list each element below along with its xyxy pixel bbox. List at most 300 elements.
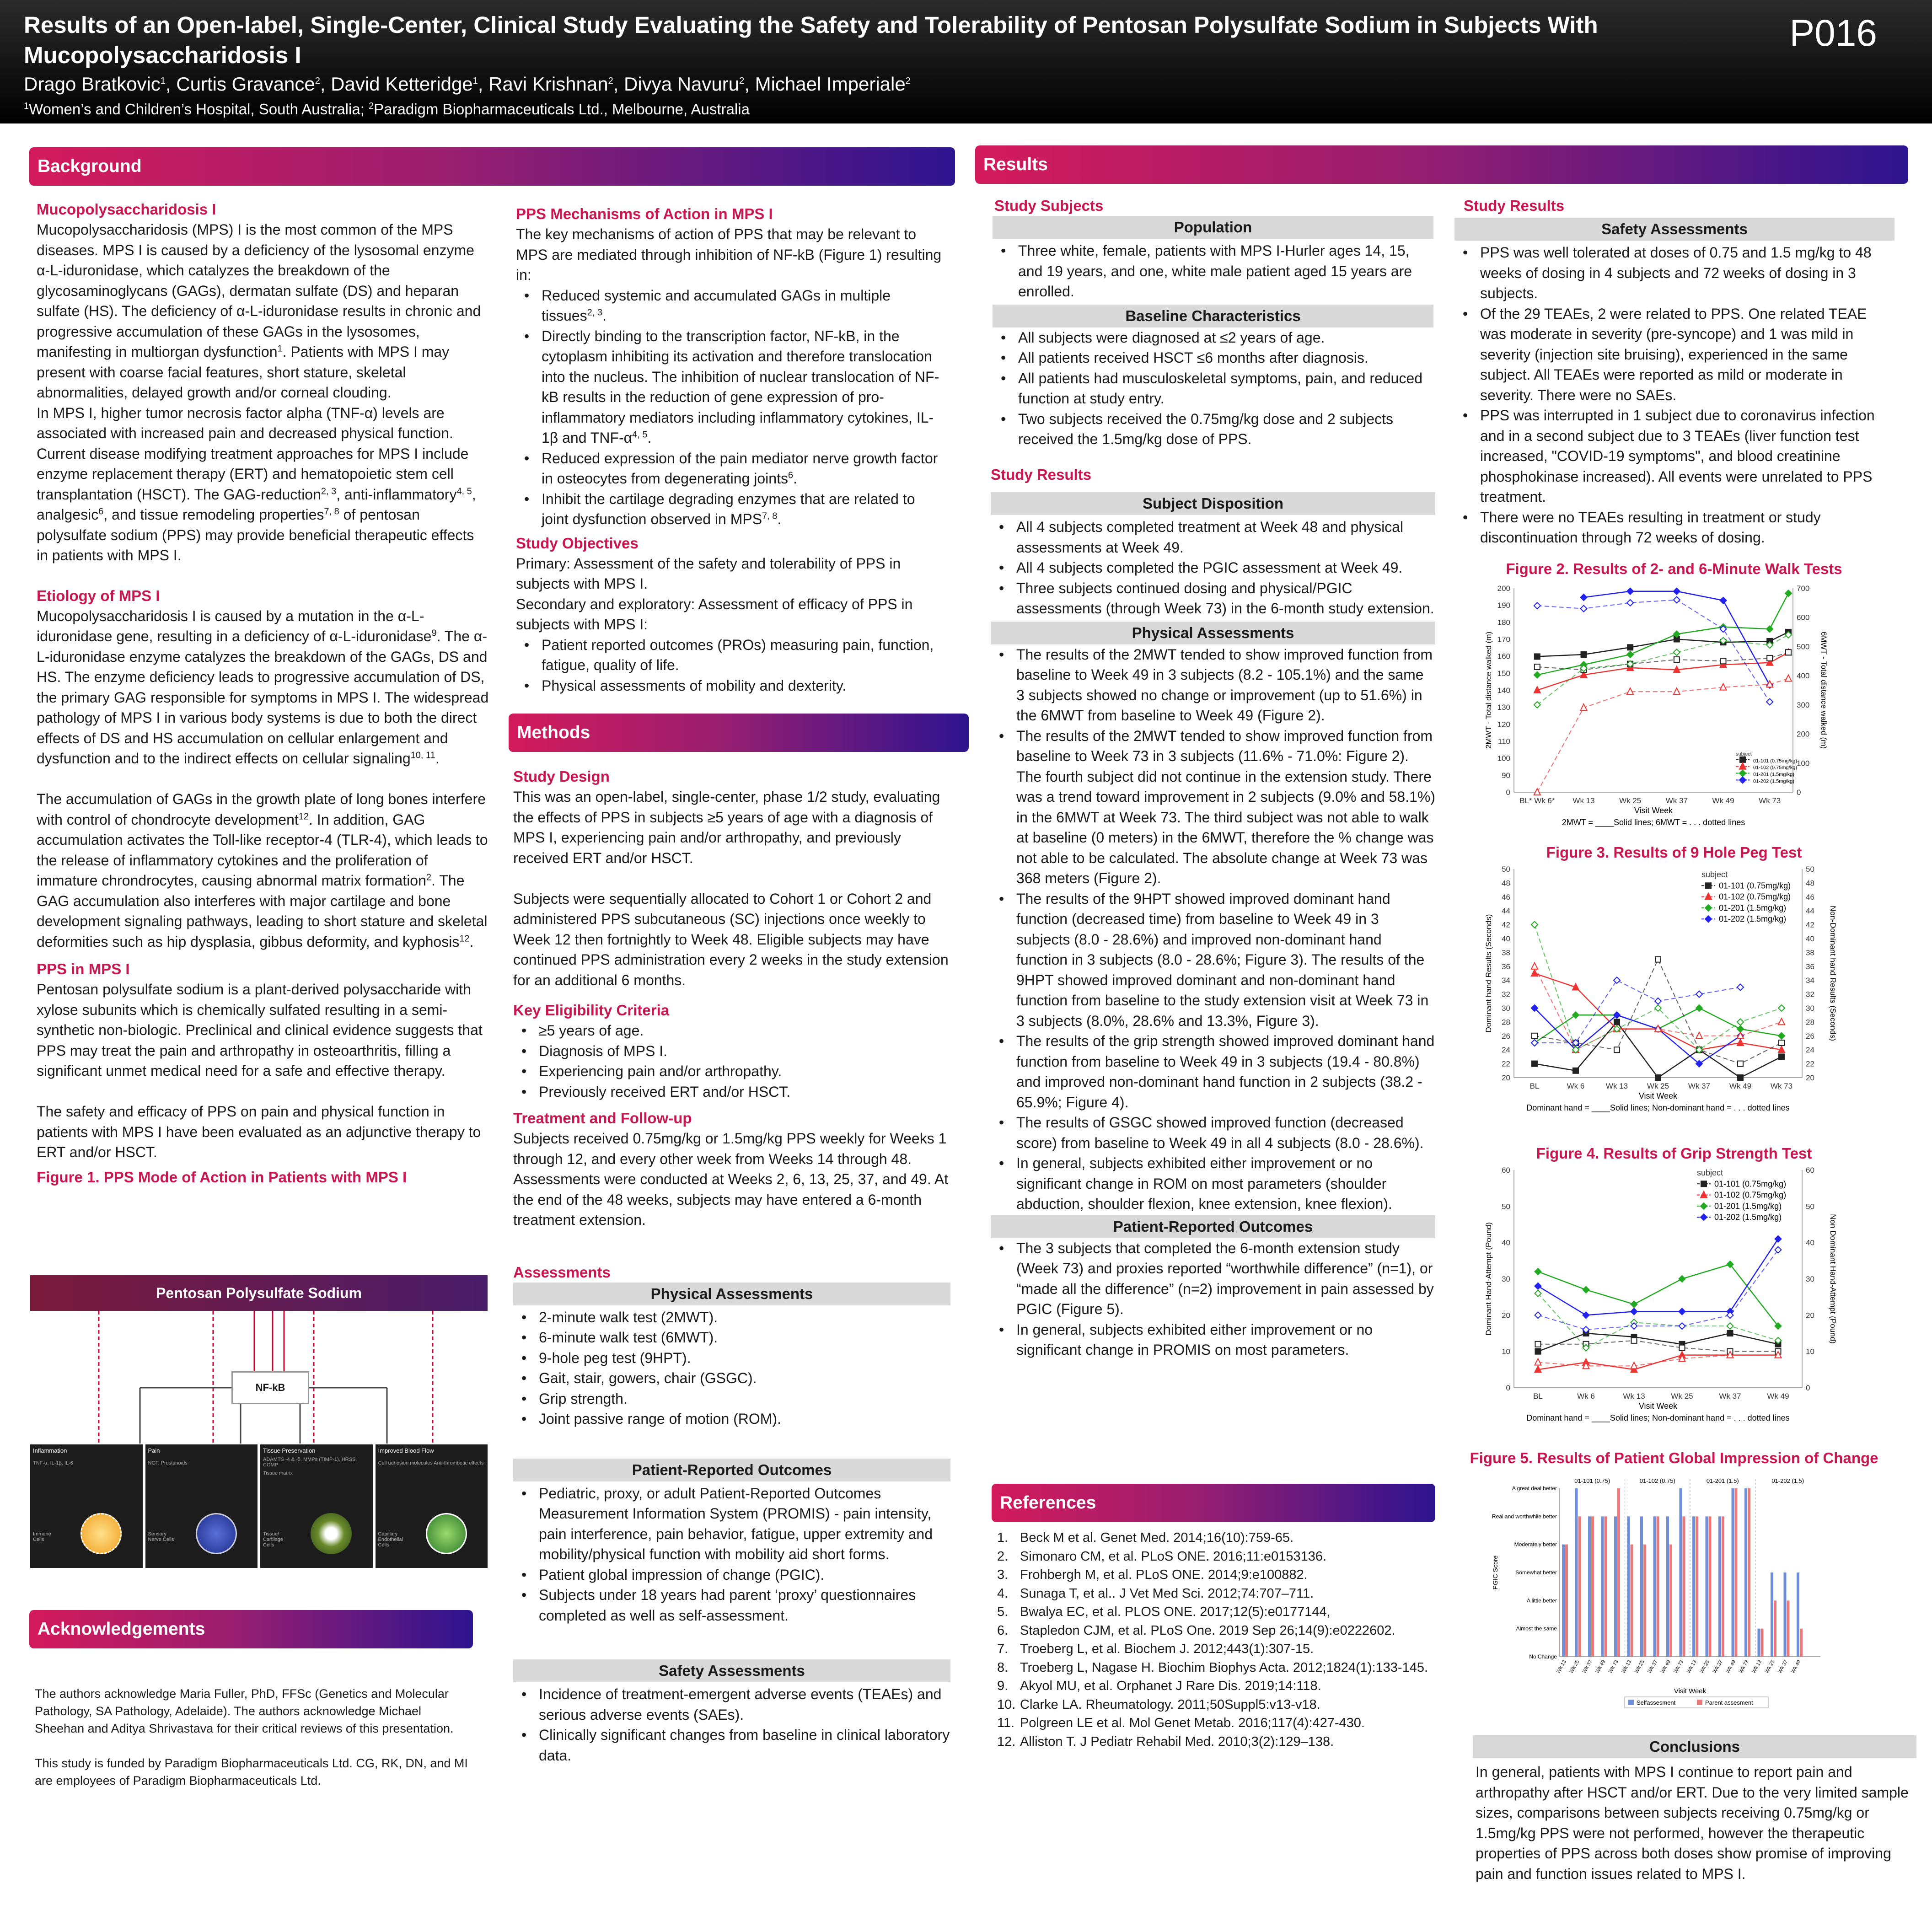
list-item: • 9-hole peg test (9HPT). [513, 1348, 950, 1368]
group-label: 01-202 (1.5) [1771, 1477, 1804, 1484]
y2-tick-label: 300 [1797, 700, 1810, 709]
mps-title: Mucopolysaccharidosis I [37, 201, 216, 218]
reference-item: 2. Simonaro CM, et al. PLoS ONE. 2016;11:e0153136. [997, 1549, 1327, 1564]
list-item: • Of the 29 TEAEs, 2 were related to PPS. One related TEAE was moderate in severity (pre-syncope) and 1 was mild in severity (injection site bruising), experienced in the same subject. All TEAEs were reported as mild or moderate in severity. There were no SAEs. [1454, 304, 1894, 406]
data-point [1720, 597, 1727, 604]
figure1-box-blood: Improved Blood Flow Cell adhesion molecules Anti-thrombotic effects Capillary Endothelial Cells [376, 1444, 488, 1568]
bar-Parent-assesment [1631, 1545, 1633, 1657]
y-tick-label: 140 [1497, 686, 1510, 695]
bar-Selfassesment [1784, 1572, 1787, 1657]
mps-text: Mucopolysaccharidosis (MPS) I is the most common of the MPS diseases. MPS I is caused by a deficiency of the lysosomal enzyme α-L-iduronidase, which catalyzes the breakdown of the glycosaminoglycans (GAGs), dermatan sulfate (DS) and heparan sulfate (HS). The deficiency of α-L-iduronidase results in chronic and progressive accumulation of these GAGs in the lysosomes, manifesting in multiorgan dysfunction$^1$. Patients with MPS I may present with coarse facial features, short stature, skeletal abnormalities, delayed growth and/or corneal clouding. In MPS I, higher tumor necrosis factor alpha (TNF-α) levels are associated with increased pain and decreased physical function. Current disease modifying treatment approaches for MPS I include enzyme replacement therapy (ERT) and hematopoietic stem cell transplantation (HSCT). The GAG-reduction$^{2, 3}$, anti-inflammatory$^{4, 5}$, analgesic$^6$, and tissue remodeling properties$^{7, 8}$ of pentosan polysulfate sodium (PPS) may provide beneficial therapeutic effects in patients with MPS I. [37, 221, 481, 564]
x-tick-label: Wk 37 [1712, 1659, 1724, 1674]
y-tick-label: 30 [1502, 1275, 1510, 1283]
y2-tick-label: 38 [1806, 948, 1814, 957]
list-item: • PPS was well tolerated at doses of 0.75 and 1.5 mg/kg to 48 weeks of dosing in 4 subjects and 72 weeks of dosing in 3 subjects. [1454, 242, 1894, 304]
data-point [1767, 655, 1772, 661]
figure2-title: Figure 2. Results of 2- and 6-Minute Walk Tests [1506, 560, 1842, 577]
list-item: • Previously received ERT and/or HSCT. [513, 1082, 950, 1102]
treatment-title: Treatment and Follow-up [513, 1110, 692, 1127]
legend-entry: 01-102 (0.75mg/kg) [1714, 1190, 1787, 1200]
bar-Parent-assesment [1643, 1545, 1646, 1657]
legend-entry: 01-102 (0.75mg/kg) [1719, 892, 1791, 902]
data-point [1720, 684, 1727, 690]
data-point [1655, 1075, 1661, 1080]
legend-title: subject [1736, 751, 1752, 757]
disposition-list [991, 517, 1435, 619]
y2-tick-label: 20 [1806, 1311, 1814, 1320]
data-point [1631, 1301, 1637, 1308]
mechanisms-title: PPS Mechanisms of Action in MPS I [516, 205, 773, 222]
data-point [1775, 1247, 1782, 1253]
series-line-01-101-ND [1538, 1341, 1778, 1352]
bar-Parent-assesment [1565, 1545, 1568, 1657]
data-point [1728, 1331, 1733, 1336]
list-item: • Reduced expression of the pain mediator nerve growth factor in osteocytes from degenerating joints$^6$. [516, 448, 946, 489]
legend-marker [1739, 777, 1746, 783]
x-tick-label: Wk 13 [1621, 1659, 1633, 1674]
y-tick-label: 40 [1502, 1238, 1510, 1247]
list-item: • Directly binding to the transcription factor, NF-kB, in the cytoplasm inhibiting its activation and therefore translocation into the nucleus. The inhibition of nuclear translocation of NF-kB results in the reduction of gene expression of pro-inflammatory mediators including inflammatory cytokines, IL-1β and TNF-$\alpha^{4, 5}$. [516, 326, 946, 448]
figure1-boxes [30, 1444, 488, 1568]
acknowledgements-header: Acknowledgements [29, 1610, 473, 1648]
x-tick-label: Wk 37 [1777, 1659, 1789, 1674]
x-tick-label: Wk 25 [1633, 1659, 1646, 1674]
y-tick-label: 38 [1502, 948, 1510, 957]
list-item: • Subjects under 18 years had parent ‘proxy’ questionnaires completed as well as self-assessment. [513, 1585, 950, 1626]
y-tick-label: 42 [1502, 920, 1510, 929]
bar-Parent-assesment [1709, 1516, 1712, 1657]
x-tick-label: BL* Wk 6* [1519, 796, 1555, 805]
data-point [1581, 606, 1587, 612]
data-point [1583, 1312, 1589, 1318]
bar-Parent-assesment [1774, 1600, 1776, 1657]
x-tick-label: Wk 13 [1572, 796, 1595, 805]
data-point [1531, 922, 1538, 928]
endothelial-cell-icon [426, 1513, 467, 1554]
y2-tick-label: 700 [1797, 584, 1810, 593]
bar-Parent-assesment [1683, 1516, 1685, 1657]
y2-tick-label: 0 [1806, 1384, 1810, 1392]
chart-footnote: Dominant hand = ____Solid lines; Non-dominant hand = . . . dotted lines [1526, 1103, 1790, 1112]
list-item: • Pediatric, proxy, or adult Patient-Reported Outcomes Measurement Information System (PROMIS) - pain intensity, pain interference, pain behavior, fatigue, upper extremity and mobility/physical function with mobility aid short forms. [513, 1483, 950, 1565]
bar-Selfassesment [1797, 1572, 1799, 1657]
x-tick-label: Wk 37 [1688, 1082, 1711, 1090]
author-list: Drago Bratkovic$^1$, Curtis Gravance$^2$, David Ketteridge$^1$, Ravi Krishnan$^2$, Divya Navuru$^2$, Michael Imperiale$^2$ [24, 73, 911, 95]
data-point [1627, 600, 1633, 606]
y2-axis-label: Non Dominant Hand-Attempt (Pound) [1829, 1214, 1837, 1344]
physical-results-list [991, 644, 1435, 1214]
reference-item: 5. Bwalya EC, et al. PLOS ONE. 2017;12(5):e0177144, [997, 1605, 1331, 1619]
pro-list [513, 1483, 950, 1626]
series-line-01-201-6MWT [1537, 635, 1788, 705]
conclusions-column [1473, 1735, 1916, 1884]
x-tick-label: Wk 13 [1555, 1659, 1567, 1674]
etiology-title: Etiology of MPS I [37, 587, 160, 604]
data-point [1631, 1338, 1637, 1343]
figure2-chart [1482, 580, 1830, 840]
figure1-title: Figure 1. PPS Mode of Action in Patients with MPS I [37, 1168, 407, 1186]
nerve-cell-icon [196, 1513, 237, 1554]
x-tick-label: Wk 13 [1605, 1082, 1628, 1090]
x-tick-label: Wk 37 [1719, 1392, 1741, 1401]
y-level-label: No Change [1529, 1653, 1557, 1660]
y-tick-label: 48 [1502, 879, 1510, 888]
list-item: • The results of GSGC showed improved function (decreased score) from baseline to Week 49 in all 4 subjects (8.0 - 28.6%). [991, 1112, 1435, 1153]
design-text: This was an open-label, single-center, phase 1/2 study, evaluating the effects of PPS in subjects ≥5 years of age with a diagnosis of MPS I, experiencing pain and/or arthropathy, and previously received ERT and/or HSCT. Subjects were sequentially allocated to Cohort 1 or Cohort 2 and administered PPS subcutaneous (SC) injections once weekly to Week 12 then fortnightly to Week 48. Eligible subjects may have continued PPS administration every 2 weeks in the study extension for an additional 6 months. [513, 789, 949, 988]
data-point [1696, 991, 1702, 998]
bar-Selfassesment [1640, 1516, 1643, 1657]
bar-Parent-assesment [1748, 1488, 1750, 1657]
figure1-diagram [30, 1275, 488, 1568]
series-line-01-202-ND [1535, 980, 1740, 1043]
data-point [1679, 1308, 1685, 1315]
series-line-01-202-ND [1538, 1250, 1778, 1330]
y2-tick-label: 44 [1806, 907, 1814, 916]
list-item: • In general, subjects exhibited either improvement or no significant change in PROMIS on most parameters. [991, 1320, 1435, 1360]
background-header: Background [29, 147, 955, 186]
results-header: Results [975, 145, 1908, 184]
y2-tick-label: 500 [1797, 642, 1810, 651]
y-tick-label: 26 [1502, 1031, 1510, 1041]
bar-Selfassesment [1680, 1488, 1682, 1657]
legend-marker [1739, 763, 1746, 769]
y2-tick-label: 60 [1806, 1166, 1814, 1175]
bar-Parent-assesment [1578, 1516, 1581, 1657]
bar-Selfassesment [1601, 1516, 1604, 1657]
y-tick-label: 40 [1502, 934, 1510, 943]
reference-item: 12. Alliston T. J Pediatr Rehabil Med. 2010;3(2):129–138. [997, 1734, 1334, 1749]
legend-entry: 01-102 (0.75mg/kg) [1753, 765, 1797, 771]
legend-marker [1706, 883, 1711, 888]
legend-swatch [1628, 1700, 1634, 1705]
data-point [1631, 1308, 1637, 1315]
list-item: • Clinically significant changes from baseline in clinical laboratory data. [513, 1725, 950, 1766]
data-point [1531, 970, 1538, 976]
data-point [1535, 1358, 1541, 1365]
bar-Selfassesment [1771, 1572, 1773, 1657]
data-point [1738, 1061, 1743, 1067]
legend-entry: Parent assesment [1705, 1699, 1753, 1706]
y-tick-label: 160 [1497, 652, 1510, 661]
bar-Selfassesment [1758, 1629, 1760, 1657]
data-point [1534, 602, 1540, 609]
data-point [1674, 649, 1680, 655]
y2-tick-label: 200 [1797, 730, 1810, 739]
y-level-label: Moderately better [1514, 1541, 1557, 1548]
bar-Selfassesment [1732, 1488, 1734, 1657]
data-point [1766, 698, 1773, 705]
y2-tick-label: 32 [1806, 990, 1814, 999]
data-point [1531, 963, 1538, 969]
legend-marker [1701, 1181, 1707, 1186]
x-tick-label: Wk 49 [1594, 1659, 1607, 1674]
x-tick-label: BL [1533, 1392, 1543, 1401]
x-axis-label: Visit Week [1638, 1401, 1678, 1411]
reference-item: 11. Polgreen LE et al. Mol Genet Metab. 2016;117(4):427-430. [997, 1716, 1365, 1730]
y2-axis-label: Non-Dominant hand Results (Seconds) [1829, 906, 1837, 1041]
y2-axis-label: 6MWT - Total distance walked (m) [1819, 631, 1828, 749]
series-line-01-201-ND [1538, 1293, 1778, 1348]
data-point [1627, 644, 1633, 650]
y-tick-label: 150 [1497, 669, 1510, 678]
population-list [993, 241, 1433, 302]
figure3-title: Figure 3. Results of 9 Hole Peg Test [1546, 844, 1802, 861]
bar-Parent-assesment [1657, 1516, 1659, 1657]
data-point [1581, 652, 1587, 657]
data-point [1738, 1075, 1743, 1080]
figure5-title: Figure 5. Results of Patient Global Impression of Change [1470, 1449, 1878, 1466]
list-item: • All patients had musculoskeletal symptoms, pain, and reduced function at study entry. [993, 368, 1433, 409]
legend-marker [1705, 905, 1712, 911]
figure3-chart [1482, 864, 1848, 1127]
study-results-title: Study Results [991, 466, 1092, 483]
x-tick-label: Wk 49 [1767, 1392, 1789, 1401]
objectives-title: Study Objectives [516, 534, 639, 552]
data-point [1785, 590, 1792, 596]
x-tick-label: Wk 6 [1567, 1082, 1585, 1090]
data-point [1721, 658, 1726, 664]
bar-Selfassesment [1614, 1516, 1617, 1657]
eligibility-title: Key Eligibility Criteria [513, 1002, 670, 1019]
data-point [1779, 1040, 1784, 1046]
data-point [1614, 977, 1620, 983]
data-point [1737, 984, 1744, 990]
group-label: 01-101 (0.75) [1574, 1477, 1610, 1484]
y-axis-label: Dominant Hand-Attempt (Pound) [1484, 1222, 1493, 1336]
y2-tick-label: 48 [1806, 879, 1814, 888]
legend-entry: 01-101 (0.75mg/kg) [1753, 758, 1797, 764]
y-tick-label: 0 [1506, 1384, 1510, 1392]
list-item: • Two subjects received the 0.75mg/kg dose and 2 subjects received the 1.5mg/kg dose of PPS. [993, 409, 1433, 450]
methods-column [513, 767, 950, 1766]
bar-Parent-assesment [1591, 1516, 1594, 1657]
y2-tick-label: 10 [1806, 1347, 1814, 1356]
treatment-text: Subjects received 0.75mg/kg or 1.5mg/kg PPS weekly for Weeks 1 through 12, and every other week from Weeks 14 through 48. Assessments were conducted at Weeks 2, 6, 13, 25, 37, and 49. At the end of the 48 weeks, subjects may have entered a 6-month treatment extension. [513, 1130, 949, 1228]
x-tick-label: Wk 25 [1699, 1659, 1711, 1674]
y-tick-label: 90 [1502, 771, 1510, 780]
x-tick-label: Wk 73 [1770, 1082, 1793, 1090]
y2-tick-label: 28 [1806, 1018, 1814, 1027]
figure1-box-pain: Pain NGF, Prostanoids Sensory Nerve Cells [145, 1444, 258, 1568]
series-line-01-202 [1538, 1239, 1778, 1315]
bar-Selfassesment [1744, 1488, 1747, 1657]
disposition-header: Subject Disposition [991, 492, 1435, 515]
list-item: • All subjects were diagnosed at ≤2 years of age. [993, 327, 1433, 348]
series-line-01-101 [1538, 1333, 1778, 1352]
data-point [1534, 672, 1540, 678]
data-point [1786, 649, 1791, 655]
references-header: References [992, 1484, 1435, 1522]
x-tick-label: BL [1530, 1082, 1540, 1090]
list-item: • The results of the grip strength showed improved dominant hand function from baseline to Week 49 in 3 subjects (19.4 - 80.8%) and improved non-dominant hand function in 2 subjects (38.2 - 65.9%; Figure 4). [991, 1031, 1435, 1112]
eligibility-list [513, 1020, 950, 1102]
x-tick-label: Wk 49 [1712, 796, 1734, 805]
background-column [37, 199, 489, 1187]
pro-results-header: Patient-Reported Outcomes [991, 1215, 1435, 1238]
bar-Selfassesment [1666, 1516, 1669, 1657]
x-tick-label: Wk 13 [1751, 1659, 1763, 1674]
legend-marker [1739, 770, 1746, 777]
x-axis-label: Visit Week [1674, 1687, 1707, 1695]
y-tick-label: 50 [1502, 865, 1510, 874]
y2-tick-label: 26 [1806, 1031, 1814, 1041]
y2-tick-label: 36 [1806, 962, 1814, 971]
design-title: Study Design [513, 768, 610, 785]
figure1-box-inflammation: Inflammation TNF-α, IL-1β, IL-6 Immune Cells [30, 1444, 143, 1568]
data-point [1581, 594, 1587, 601]
list-item: • Three white, female, patients with MPS I-Hurler ages 14, 15, and 19 years, and one, white male patient aged 15 years are enrolled. [993, 241, 1433, 302]
list-item: • The results of the 2MWT tended to show improved function from baseline to Week 49 in 3 subjects (8.2 - 105.1%) and the same 3 subjects showed no change or improvement (up to 51.6%) in the 6MWT from baseline to Week 49 (Figure 2). [991, 644, 1435, 726]
legend-marker [1705, 916, 1712, 922]
mechanisms-column [516, 204, 946, 696]
x-axis-label: Visit Week [1638, 1091, 1678, 1100]
affiliations: $^1$Women’s and Children’s Hospital, South Australia; $^2$Paradigm Biopharmaceuticals Ltd., Melbourne, Australia [24, 101, 750, 118]
list-item: • Joint passive range of motion (ROM). [513, 1409, 950, 1429]
list-item: • Reduced systemic and accumulated GAGs in multiple tissues$^{2, 3}$. [516, 285, 946, 326]
data-point [1627, 688, 1633, 694]
etiology-text: Mucopolysaccharidosis I is caused by a mutation in the α-L-iduronidase gene, resulting in a deficiency of α-L-iduronidase$^9$. The α-L-iduronidase enzyme catalyzes the breakdown of the GAGs, DS and HS. The enzyme deficiency leads to progressive accumulation of DS, the primary GAG responsible for symptoms in MPS I. The widespread pathology of MPS I in various body systems is due to both the direct effects of DS and HS accumulation on cellular enlargement and dysfunction and to the indirect effects on cellular signaling$^{10, 11}$. The accumulation of GAGs in the growth plate of long bones interfere with control of chondrocyte development$^{12}$. In addition, GAG accumulation activates the Toll-like receptor-4 (TLR-4), which leads to the release of inflammatory cytokines and the proliferation of immature chrondrocytes, causing abnormal matrix formation$^2$. The GAG accumulation also interferes with major cartilage and bone development signaling pathways, leading to short stature and skeletal deformities such as hip dysplasia, gibbus deformity, and kyphosis$^{12}$. [37, 607, 489, 950]
figure4-title: Figure 4. Results of Grip Strength Test [1536, 1145, 1812, 1162]
pro-header: Patient-Reported Outcomes [513, 1459, 950, 1481]
list-item: • All 4 subjects completed treatment at Week 48 and physical assessments at Week 49. [991, 517, 1435, 558]
reference-item: 6. Stapledon CJM, et al. PLoS One. 2019 Sep 26;14(9):e0222602. [997, 1623, 1395, 1638]
reference-item: 9. Akyol MU, et al. Orphanet J Rare Dis. 2019;14:118. [997, 1679, 1321, 1693]
list-item: • The results of the 9HPT showed improved dominant hand function (decreased time) from baseline to Week 49 in 3 subjects (8.0 - 28.6%) and improved non-dominant hand function in 3 subjects (8.0 - 28.6%; Figure 3). The results of the 9HPT showed improved dominant and non-dominant hand function from baseline to the study extension visit at Week 73 in 3 subjects (8.0%, 28.6% and 13.3%, Figure 3). [991, 889, 1435, 1031]
y-level-label: A great deal better [1512, 1485, 1557, 1492]
x-tick-label: Wk 13 [1623, 1392, 1645, 1401]
data-point [1535, 1268, 1541, 1275]
y-axis-label: Dominant hand Results (Seconds) [1484, 914, 1493, 1033]
acknowledgements-text: The authors acknowledge Maria Fuller, PhD, FFSc (Genetics and Molecular Pathology, SA Pathology, Adelaide). The authors acknowledge Michael Sheehan and Aditya Shrivastava for their critical reviews of this presentation. This study is funded by Paradigm Biopharmaceuticals Ltd. CG, RK, DN, and MI are employees of Paradigm Biopharmaceuticals Ltd. [35, 1687, 468, 1787]
y-tick-label: 120 [1497, 720, 1510, 729]
data-point [1535, 1312, 1541, 1318]
legend-marker [1705, 893, 1712, 900]
y-tick-label: 10 [1502, 1347, 1510, 1356]
y-tick-label: 44 [1502, 907, 1510, 916]
data-point [1727, 1323, 1733, 1329]
poster-id: P016 [1789, 12, 1877, 54]
reference-item: 8. Troeberg L, Nagase H. Biochim Biophys Acta. 2012;1824(1):133-145. [997, 1660, 1428, 1675]
x-tick-label: Wk 13 [1685, 1659, 1698, 1674]
physical-assess-list [513, 1307, 950, 1429]
data-point [1531, 1040, 1538, 1046]
poster-title: Results of an Open-label, Single-Center, Clinical Study Evaluating the Safety and Tolerability of Pentosan Polysulfate Sodium in Subjects With Mucopolysaccharidosis I [24, 12, 1598, 68]
legend-entry: 01-202 (1.5mg/kg) [1753, 778, 1794, 784]
safety-assess-list [513, 1684, 950, 1766]
list-item: • All 4 subjects completed the PGIC assessment at Week 49. [991, 558, 1435, 578]
y-level-label: Real and worthwhile better [1492, 1513, 1557, 1520]
list-item: • Diagnosis of MPS I. [513, 1041, 950, 1062]
x-tick-label: Wk 25 [1671, 1392, 1693, 1401]
population-header: Population [993, 216, 1433, 239]
list-item: • Inhibit the cartilage degrading enzymes that are related to joint dysfunction observed in MPS$^{7, 8}$. [516, 489, 946, 530]
data-point [1778, 1018, 1785, 1025]
list-item: • Patient reported outcomes (PROs) measuring pain, function, fatigue, quality of life. [516, 635, 946, 676]
x-tick-label: Wk 25 [1647, 1082, 1669, 1090]
conclusions-text: In general, patients with MPS I continue to report pain and arthropathy after HSCT and/or ERT. Due to the very limited sample sizes, comparisons between subjects receiving 0.75mg/kg or 1.5mg/kg PPS were not performed, however the therapeutic properties of PPS across both doses show promise of improving pain and function issues related to MPS I. [1476, 1764, 1909, 1882]
data-point [1627, 651, 1633, 658]
legend-entry: 01-201 (1.5mg/kg) [1719, 903, 1787, 912]
data-point [1680, 1345, 1685, 1351]
y-axis-label: 2MWT - Total distance walked (m) [1484, 631, 1493, 749]
data-point [1583, 1287, 1589, 1293]
series-line-01-202 [1535, 1008, 1740, 1064]
data-point [1679, 1276, 1685, 1282]
data-point [1535, 654, 1540, 659]
y2-tick-label: 40 [1806, 934, 1814, 943]
y2-tick-label: 20 [1806, 1073, 1814, 1082]
bar-Parent-assesment [1735, 1488, 1738, 1657]
y2-tick-label: 0 [1797, 788, 1801, 797]
y2-tick-label: 46 [1806, 892, 1814, 902]
y2-tick-label: 40 [1806, 1238, 1814, 1247]
reference-item: 4. Sunaga T, et al.. J Vet Med Sci. 2012;74:707–711. [997, 1586, 1314, 1601]
bar-Selfassesment [1706, 1516, 1708, 1657]
physical-results-header: Physical Assessments [991, 622, 1435, 644]
y-tick-label: 22 [1502, 1059, 1510, 1068]
legend-marker [1701, 1214, 1707, 1220]
physical-assess-header: Physical Assessments [513, 1283, 950, 1305]
x-tick-label: Wk 73 [1738, 1659, 1750, 1674]
study-subjects-title: Study Subjects [994, 197, 1104, 214]
data-point [1532, 1061, 1537, 1067]
y2-tick-label: 42 [1806, 920, 1814, 929]
y-level-label: Somewhat better [1515, 1569, 1557, 1576]
legend-entry: 01-101 (0.75mg/kg) [1714, 1179, 1787, 1189]
group-label: 01-201 (1.5) [1706, 1477, 1739, 1484]
conclusions-header: Conclusions [1473, 1735, 1916, 1758]
x-tick-label: Wk 49 [1790, 1659, 1802, 1674]
study-subjects-column [993, 196, 1433, 450]
x-axis-label: Visit Week [1634, 806, 1673, 815]
figure1-drug: Pentosan Polysulfate Sodium [30, 1275, 488, 1311]
right-results-title: Study Results [1464, 197, 1565, 214]
list-item: • All patients received HSCT ≤6 months after diagnosis. [993, 348, 1433, 368]
list-item: • Experiencing pain and/or arthropathy. [513, 1061, 950, 1082]
poster-header [0, 0, 1932, 123]
study-results-column [991, 465, 1435, 1360]
references-list [997, 1529, 1432, 1751]
y2-tick-label: 30 [1806, 1004, 1814, 1013]
list-item: • PPS was interrupted in 1 subject due to coronavirus infection and in a second subject due to 3 TEAEs (liver function test increased, "COVID-19 symptoms", and blood creatinine phosphokinase increased). All events were unrelated to PPS treatment. [1454, 405, 1894, 507]
bar-Parent-assesment [1669, 1545, 1672, 1657]
y-tick-label: 36 [1502, 962, 1510, 971]
baseline-header: Baseline Characteristics [993, 305, 1433, 327]
safety-results-column [1454, 196, 1894, 548]
objectives-text: Primary: Assessment of the safety and tolerability of PPS in subjects with MPS I. Secondary and exploratory: Assessment of efficacy of PPS in subjects with MPS I: [516, 555, 913, 633]
chart-footnote: 2MWT = ____Solid lines; 6MWT = . . . dotted lines [1562, 818, 1745, 827]
data-point [1655, 998, 1661, 1004]
figure1-target: NF-kB [231, 1371, 309, 1404]
data-point [1535, 1342, 1541, 1347]
figure4-chart [1482, 1165, 1848, 1439]
legend-title: subject [1701, 870, 1728, 879]
x-tick-label: Wk 6 [1577, 1392, 1595, 1401]
y-tick-label: 60 [1502, 1166, 1510, 1175]
list-item: • Incidence of treatment-emergent adverse events (TEAEs) and serious adverse events (SAEs). [513, 1684, 950, 1725]
data-point [1737, 1019, 1744, 1025]
bar-Parent-assesment [1617, 1488, 1620, 1657]
data-point [1535, 1349, 1541, 1354]
data-point [1627, 588, 1633, 595]
objectives-list [516, 635, 946, 696]
bar-Parent-assesment [1800, 1629, 1803, 1657]
y2-tick-label: 30 [1806, 1275, 1814, 1283]
y-level-label: A little better [1526, 1597, 1557, 1604]
x-tick-label: Wk 49 [1659, 1659, 1672, 1674]
immune-cell-icon [80, 1513, 122, 1554]
list-item: • Patient global impression of change (PGIC). [513, 1565, 950, 1585]
